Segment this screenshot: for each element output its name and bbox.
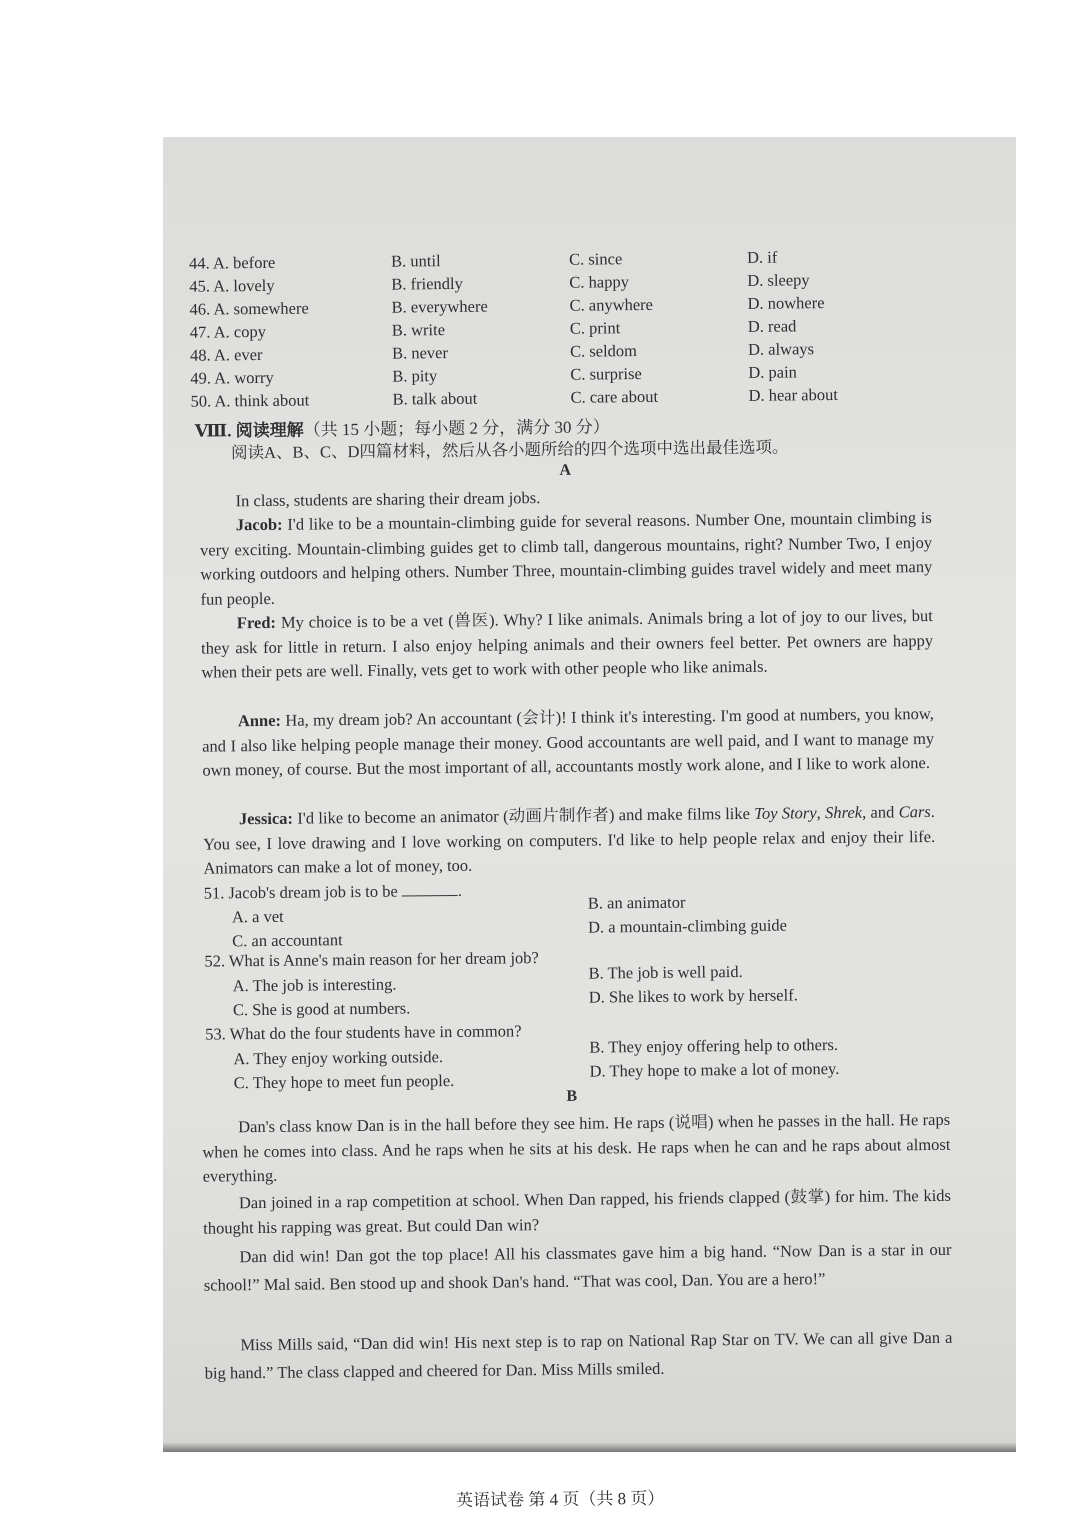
- option-b: B. talk about: [392, 388, 478, 409]
- option-c: C. surprise: [570, 363, 642, 384]
- option-b: B. never: [391, 343, 449, 363]
- option-c: C. seldom: [569, 341, 638, 361]
- option-b: B. until: [390, 251, 441, 271]
- speaker-name: Anne:: [237, 710, 282, 731]
- question-number-and-option-a: 46. A. somewhere: [189, 298, 309, 319]
- q53-option-d: D. They hope to make a lot of money.: [589, 1058, 840, 1081]
- passage-a-anne: Anne: Ha, my dream job? An accountant (会计)! I think it's interesting. I'm good at numbers, you know, and I also like helping people manage their money. Good accountants are well paid, and I want to manage my own money, of course. But the most important of all, accountants mostly work alone, and I like to work alone.: [202, 703, 935, 780]
- question-number-and-option-a: 48. A. ever: [189, 344, 263, 365]
- page-content: [163, 245, 1018, 1510]
- q52-option-c: C. She is good at numbers.: [232, 998, 411, 1020]
- speaker-name: Jessica:: [238, 808, 294, 829]
- option-c: C. since: [568, 249, 623, 269]
- passage-b-paragraph-4: Miss Mills said, “Dan did win! His next step is to rap on National Rap Star on TV. We can all give Dan a big hand.” The class clapped and cheered for Dan. Miss Mills smiled.: [204, 1327, 953, 1383]
- film-title: Cars: [898, 801, 931, 822]
- q51-option-c: C. an accountant: [232, 930, 343, 951]
- option-d: D. hear about: [748, 384, 838, 405]
- option-d: D. read: [747, 316, 797, 336]
- option-b: B. write: [391, 320, 446, 340]
- passage-b-paragraph-2: Dan joined in a rap competition at school. When Dan rapped, his friends clapped (鼓掌) for him. The kids thought his rapping was great. But could Dan win?: [203, 1185, 951, 1238]
- q51-option-d: D. a mountain-climbing guide: [587, 915, 788, 937]
- option-b: B. friendly: [391, 273, 463, 294]
- q52-option-d: D. She likes to work by herself.: [588, 985, 798, 1007]
- option-b: B. pity: [392, 366, 438, 386]
- option-c: C. happy: [569, 272, 630, 292]
- q52-option-b: B. The job is well paid.: [588, 961, 743, 983]
- option-c: C. print: [569, 318, 621, 338]
- question-number-and-option-a: 47. A. copy: [189, 321, 267, 342]
- passage-b-paragraph-1: Dan's class know Dan is in the hall before they see him. He raps (说唱) when he passes in the hall. He raps when he comes into class. And he raps when he sits at his desk. He raps when he can and he raps about almost everything.: [202, 1109, 951, 1186]
- passage-b-paragraph-3: Dan did win! Dan got the top place! All his classmates gave him a big hand. “Now Dan is a star in our school!” Mal said. Ben stood up and shook Dan's hand. “That was cool, Dan. You are a hero!”: [203, 1239, 952, 1295]
- question-52: 52. What is Anne's main reason for her dream job?: [204, 948, 539, 971]
- option-b: B. everywhere: [391, 296, 488, 317]
- question-number-and-option-a: 45. A. lovely: [189, 275, 275, 296]
- section-heading: Ⅷ. 阅读理解（共 15 小题；每小题 2 分，满分 30 分）: [194, 417, 610, 441]
- passage-a-intro: In class, students are sharing their dream jobs.: [235, 488, 541, 511]
- question-number-and-option-a: 44. A. before: [188, 252, 276, 273]
- exam-page: [163, 137, 1016, 1510]
- question-number-and-option-a: 50. A. think about: [190, 390, 310, 411]
- film-title: Toy Story: [754, 803, 817, 823]
- question-number-and-option-a: 49. A. worry: [190, 367, 274, 388]
- option-d: D. nowhere: [747, 293, 825, 313]
- q53-option-a: A. They enjoy working outside.: [233, 1047, 444, 1069]
- cloze-options: [163, 245, 1018, 414]
- speaker-name: Jacob:: [235, 514, 283, 535]
- passage-a-fred: Fred: My choice is to be a vet (兽医). Why? I like animals. Animals bring a lot of joy to our lives, but they ask for little in return. I also enjoy helping animals and their owners feel better. Pet owners are happy when their pets are well. Finally, vets get to work with other people who like animals.: [201, 605, 934, 682]
- option-d: D. pain: [748, 362, 797, 382]
- option-d: D. sleepy: [747, 270, 810, 290]
- page-footer: 英语试卷 第 4 页（共 8 页）: [455, 1488, 665, 1510]
- question-51: 51. Jacob's dream job is to be .: [203, 880, 463, 903]
- option-d: D. if: [746, 247, 778, 267]
- q53-option-c: C. They hope to meet fun people.: [233, 1070, 455, 1093]
- passage-a-label: A: [559, 461, 572, 479]
- option-c: C. anywhere: [569, 294, 654, 315]
- q53-option-b: B. They enjoy offering help to others.: [589, 1034, 839, 1057]
- question-53: 53. What do the four students have in common?: [205, 1021, 522, 1044]
- q51-option-b: B. an animator: [587, 892, 686, 913]
- q51-option-a: A. a vet: [231, 906, 284, 927]
- speaker-name: Fred:: [236, 612, 277, 633]
- option-c: C. care about: [570, 386, 659, 407]
- passage-a-jacob: Jacob: I'd like to be a mountain-climbing guide for several reasons. Number One, mountain climbing is very exciting. Mountain-climbing guides get to climb tall, dangerous mountains, right? Number Two, I enjoy working outdoors and helping others. Number Three, mountain-climbing guides travel widely and meet many fun people.: [199, 507, 933, 609]
- option-d: D. always: [747, 339, 815, 359]
- q52-option-a: A. The job is interesting.: [232, 974, 397, 996]
- passage-b-label: B: [566, 1087, 578, 1105]
- section-instruction: 阅读A、B、C、D四篇材料，然后从各小题所给的四个选项中选出最佳选项。: [230, 437, 789, 463]
- passage-a-jessica: Jessica: I'd like to become an animator (动画片制作者) and make films like Toy Story, Shrek, and Cars. You see, I love drawing and I love working on computers. I'd like to help people relax and enjoy their life. Animators can make a lot of money, too.: [203, 801, 936, 878]
- film-title: Shrek: [824, 802, 863, 823]
- answer-blank: [402, 881, 458, 897]
